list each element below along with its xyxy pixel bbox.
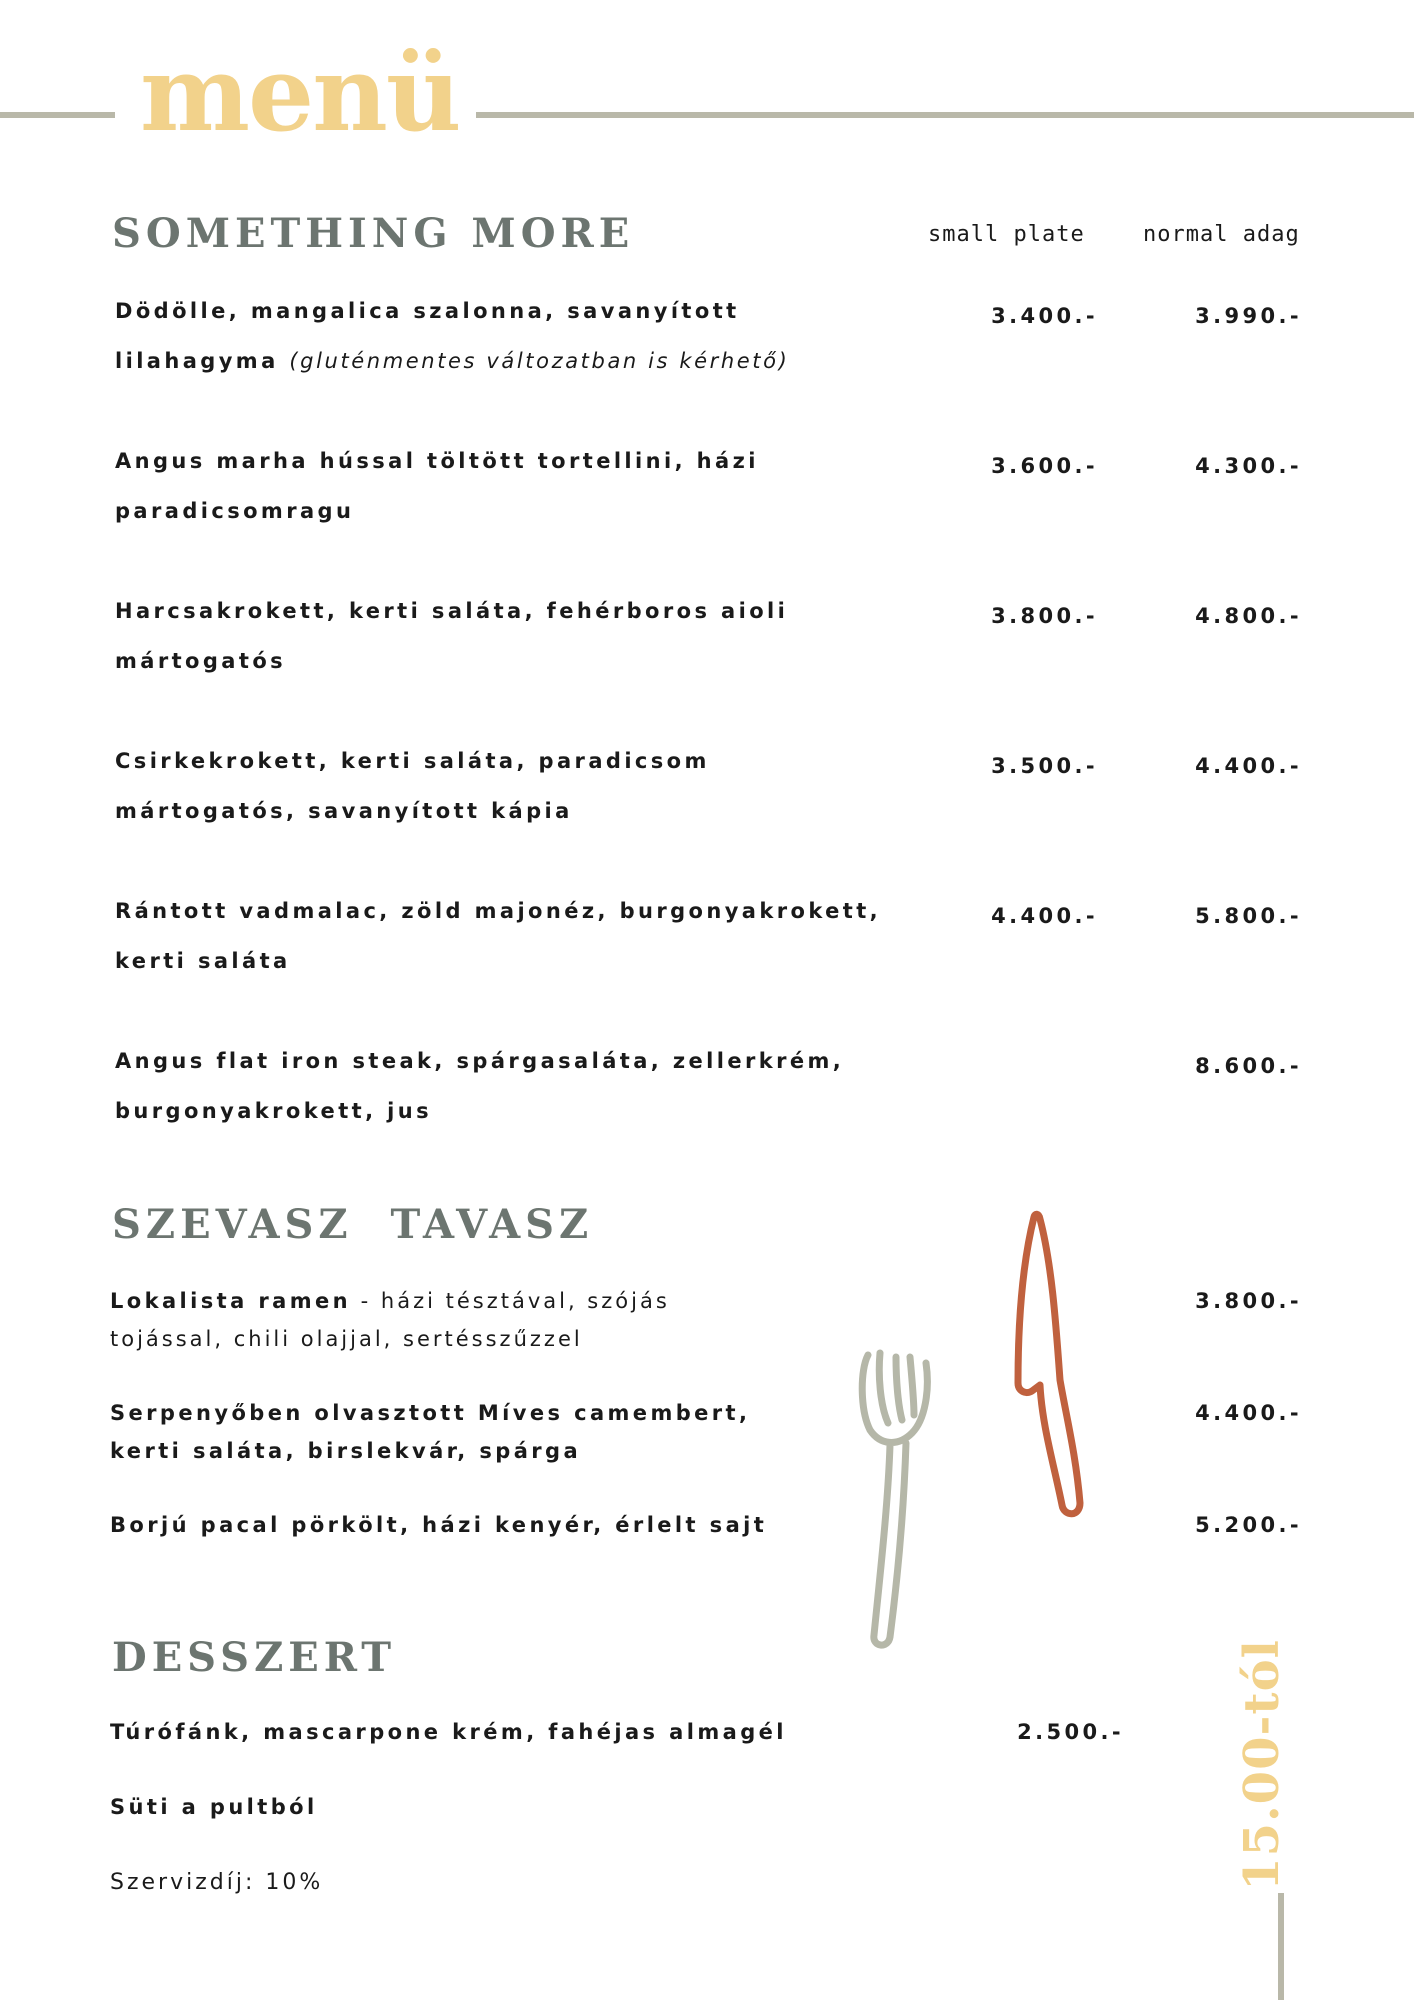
time-label [1222, 1640, 1302, 1890]
column-header-normal-adag: normal adag [1143, 222, 1300, 247]
knife-icon [1000, 1205, 1100, 1535]
column-header-small-plate: small plate [928, 222, 1085, 247]
price: 4.400.- [1195, 1401, 1302, 1425]
menu-item-note: (gluténmentes változatban is kérhető) [289, 349, 790, 373]
header-rule-left [0, 112, 115, 118]
price: 3.800.- [1195, 1289, 1302, 1313]
menu-item-name: Csirkekrokett, kerti saláta, paradicsom mártogatós, savanyított kápia [115, 749, 710, 823]
menu-item-text: Lokalista ramen [110, 1289, 351, 1313]
price-normal: 4.400.- [1195, 754, 1302, 778]
menu-item-description: - házi tésztával, szójás tojással, chili olajjal, sertésszűzzel [110, 1289, 670, 1351]
menu-item-text: Dödölle, mangalica szalonna, savanyított lilahagyma [115, 299, 740, 373]
menu-item-name: Rántott vadmalac, zöld majonéz, burgonyakrokett, kerti saláta [115, 899, 882, 973]
menu-item-name: Süti a pultból [110, 1795, 318, 1819]
price-small: 3.400.- [991, 304, 1098, 328]
menu-item-name: Angus marha hússal töltött tortellini, házi paradicsomragu [115, 449, 759, 523]
menu-item-name: Angus flat iron steak, spárgasaláta, zellerkrém, burgonyakrokett, jus [115, 1049, 845, 1123]
price: 5.200.- [1195, 1513, 1302, 1537]
menu-logo: menü [140, 32, 460, 155]
header-rule-right [476, 112, 1414, 118]
menu-item-name: Harcsakrokett, kerti saláta, fehérboros aioli mártogatós [115, 599, 789, 673]
vertical-rule [1278, 1893, 1284, 2000]
price-normal: 8.600.- [1195, 1054, 1302, 1078]
menu-item-name [115, 286, 895, 386]
section-title-szevasz-tavasz: SZEVASZ TAVASZ [112, 1201, 594, 1248]
price-small: 4.400.- [991, 904, 1098, 928]
price-normal: 4.800.- [1195, 604, 1302, 628]
price: 2.500.- [1017, 1720, 1124, 1744]
section-title-something-more: SOMETHING MORE [112, 210, 635, 257]
price-normal: 3.990.- [1195, 304, 1302, 328]
section-title-desszert: DESSZERT [112, 1634, 397, 1681]
menu-item-name: Túrófánk, mascarpone krém, fahéjas almagél [110, 1720, 787, 1744]
price-normal: 4.300.- [1195, 454, 1302, 478]
menu-item-name [110, 1282, 730, 1358]
price-small: 3.800.- [991, 604, 1098, 628]
menu-item-name: Borjú pacal pörkölt, házi kenyér, érlelt sajt [110, 1513, 768, 1537]
price-small: 3.500.- [991, 754, 1098, 778]
time-label-text: 15.00-tól [1234, 1639, 1290, 1891]
menu-item-name: Serpenyőben olvasztott Míves camembert, kerti saláta, birslekvár, spárga [110, 1401, 751, 1463]
service-fee: Szervizdíj: 10% [110, 1870, 324, 1895]
fork-icon [830, 1335, 960, 1660]
price-normal: 5.800.- [1195, 904, 1302, 928]
price-small: 3.600.- [991, 454, 1098, 478]
